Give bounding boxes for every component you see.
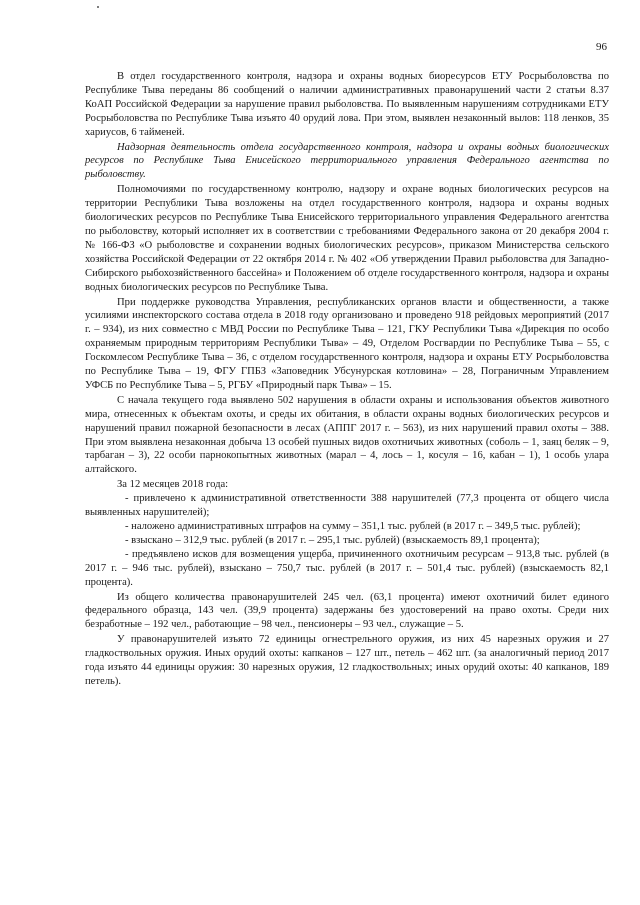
paragraph-raids: При поддержке руководства Управления, республиканских органов власти и общественности, а также усилиями инспекторского состава отдела в 2018 году организовано и проведено 918 рейдовых мероприятий (2017 г. – 934), из них совместно с МВД России по Республике Тыва – 121, ГКУ Республики Тыва «Дирекция по особо охраняемым природным территориям Республики Тыва» – 49, Отделом Росгвардии по Республике Тыва – 55, с Госкомлесом Республике Тыва – 36, с отделом государственного контроля, надзора и охраны ЕТУ Росрыболовства по Республике Тыва – 19, ФГУ ГПБЗ «Заповедник Убсунурская котловина» – 28, Пограничным Управлением УФСБ по Республике Тыва – 5, РГБУ «Природный парк Тыва» – 15. bbox=[85, 296, 609, 391]
paragraph-authority: Полномочиями по государственному контролю, надзору и охране водных биологических ресурсов на территории Республики Тыва возложены на отдел государственного контроля, надзора и охраны водных биологических ресурсов по Республике Тыва Енисейского территориального управления Федерального агентства по рыболовству, который исполняет их в соответствии с требованиями Федерального закона от 20 декабря 2004 г. № 166-ФЗ «О рыболовстве и сохранении водных биологических ресурсов», приказом Министерства сельского хозяйства Российской Федерации от 22 октября 2014 г. № 402 «Об утверждении Правил рыболовства для Западно-Сибирского рыбохозяйственного бассейна» и Положением об отделе государственного контроля, надзора и охраны водных биологических ресурсов по Республике Тыва. bbox=[85, 184, 609, 293]
section-heading-supervision: Надзорная деятельность отдела государственного контроля, надзора и охраны водных биологических ресурсов по Республике Тыва Енисейского территориального управления Федерального агентства по рыболовству. bbox=[85, 141, 609, 181]
paragraph-offender-profile: Из общего количества правонарушителей 245 чел. (63,1 процента) имеют охотничий билет единого федерального образца, 143 чел. (39,9 процента) задержаны без удостоверений на право охоты. Среди них безработные – 192 чел., работающие – 98 чел., пенсионеры – 93 чел., служащие – 5. bbox=[85, 591, 609, 631]
page-number: 96 bbox=[596, 41, 607, 53]
scan-speck bbox=[97, 6, 99, 8]
list-item-claims: - предъявлено исков для возмещения ущерба, причиненного охотничьим ресурсам – 913,8 тыс. рублей (в 2017 г. – 946 тыс. рублей), взыскано – 750,7 тыс. рублей (в 2017 г. – 501,4 тыс. рублей) (взыскаемость 82,1 процента). bbox=[85, 548, 609, 588]
list-item-fines: - наложено административных штрафов на сумму – 351,1 тыс. рублей (в 2017 г. – 349,5 тыс. рублей); bbox=[125, 521, 581, 532]
paragraph-12-months-intro: За 12 месяцев 2018 года: bbox=[117, 479, 229, 491]
paragraph-hunting-violations: С начала текущего года выявлено 502 нарушения в области охраны и использования объектов животного мира, отнесенных к объектам охоты, и среды их обитания, в области охраны водных биологических ресурсов и нарушений правил пожарной безопасности в лесах (АППГ 2017 г. – 563), из них нарушений правил охоты – 388. При этом выявлена незаконная добыча 13 особей пушных видов охотничьих животных (соболь – 1, заяц беляк – 9, тарбаган – 3), 22 особи парнокопытных животных (марал – 4, лось – 1, косуля – 16, кабан – 1), 1 особь улара алтайского. bbox=[85, 394, 609, 476]
paragraph-fishing-violations: В отдел государственного контроля, надзора и охраны водных биоресурсов ЕТУ Росрыболовства по Республике Тыва переданы 86 сообщений о наличии административных правонарушений части 2 статьи 8.37 КоАП Российской Федерации за нарушение правил рыболовства. По выявленным нарушениям сотрудниками ЕТУ Росрыболовства по Республике Тыва изъято 40 орудий лова. При этом, выявлен незаконный вылов: 118 ленков, 35 хариусов, 6 тайменей. bbox=[85, 71, 609, 138]
document-body bbox=[85, 70, 609, 689]
list-item-collected: - взыскано – 312,9 тыс. рублей (в 2017 г. – 295,1 тыс. рублей) (взыскаемость 89,1 процента); bbox=[125, 534, 540, 546]
list-item-offenders: - привлечено к административной ответственности 388 нарушителей (77,3 процента от общего числа выявленных нарушителей); bbox=[85, 493, 609, 519]
paragraph-weapons-seized: У правонарушителей изъято 72 единицы огнестрельного оружия, из них 45 нарезных оружия и 27 гладкоствольных оружия. Иных орудий охоты: капканов – 127 шт., петель – 462 шт. (за аналогичный период 2017 года изъято 44 единицы оружия: 30 нарезных оружия, 12 гладкоствольных; иных орудий охоты: 40 капканов, 189 петель). bbox=[85, 634, 609, 687]
